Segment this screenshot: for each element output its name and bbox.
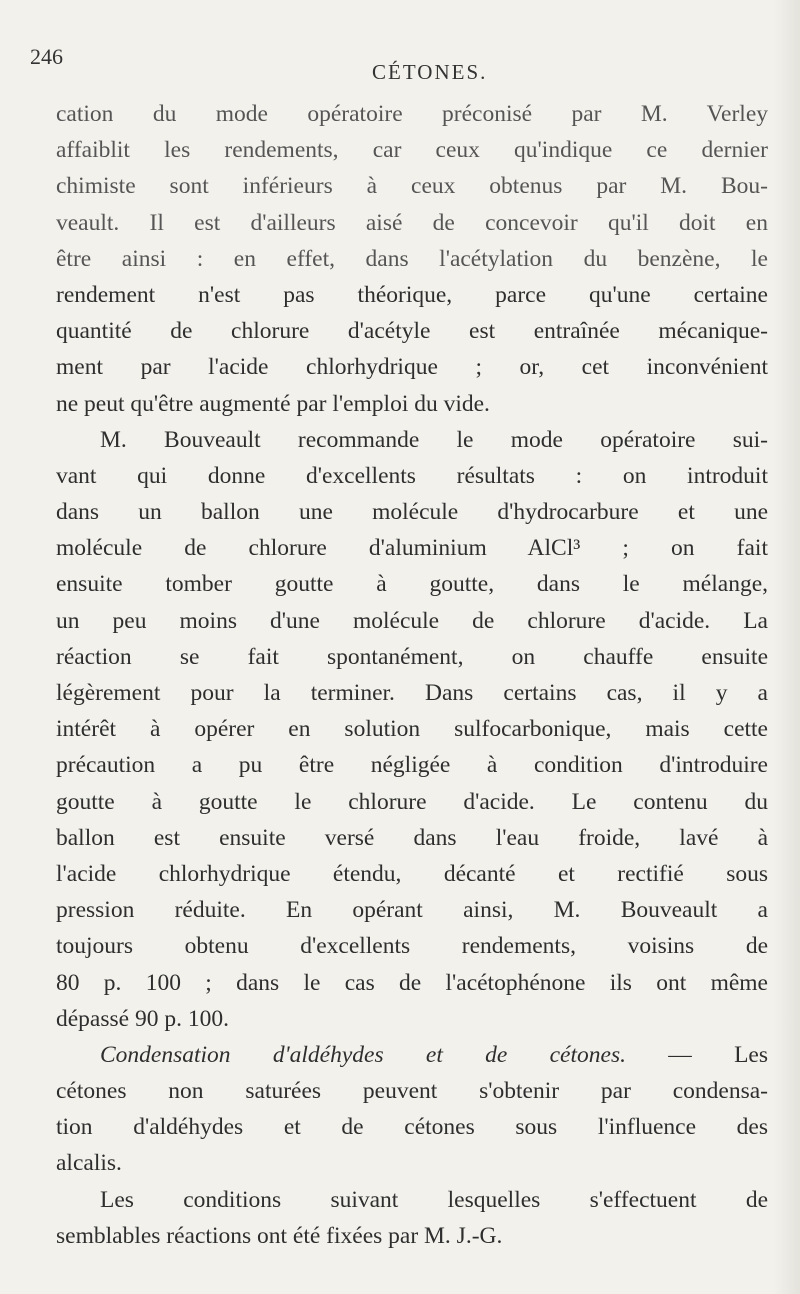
- text-line: un peu moins d'une molécule de chlorure d'acide. La: [56, 607, 768, 634]
- running-title: CÉTONES.: [372, 60, 488, 84]
- text-line: vant qui donne d'excellents résultats : on introduit: [56, 462, 768, 489]
- text-line: dans un ballon une molécule d'hydrocarbure et une: [56, 499, 768, 526]
- text-line: cation du mode opératoire préconisé par M. Verley: [56, 101, 768, 127]
- text-line: molécule de chlorure d'aluminium AlCl³ ; on fait: [56, 535, 768, 562]
- text-line: l'acide chlorhydrique étendu, décanté et rectifié sous: [56, 860, 768, 887]
- text-line: quantité de chlorure d'acétyle est entraînée mécanique-: [56, 318, 768, 345]
- text-line: tion d'aldéhydes et de cétones sous l'influence des: [56, 1114, 768, 1141]
- text-line: ment par l'acide chlorhydrique ; or, cet inconvénient: [56, 354, 768, 381]
- page-header: [30, 44, 770, 84]
- text-line: légèrement pour la terminer. Dans certains cas, il y a: [56, 680, 768, 706]
- section-heading-line: [56, 1037, 768, 1073]
- text-line: précaution a pu être négligée à condition d'introduire: [56, 752, 768, 779]
- text-line: ballon est ensuite versé dans l'eau froide, lavé à: [56, 824, 768, 851]
- text-line: semblables réactions ont été fixées par M. J.-G.: [56, 1222, 503, 1249]
- paragraph-start-line: M. Bouveault recommande le mode opératoire sui-: [100, 426, 768, 453]
- text-line: être ainsi : en effet, dans l'acétylation du benzène, le: [56, 245, 768, 272]
- text-line: veault. Il est d'ailleurs aisé de concevoir qu'il doit en: [56, 209, 768, 236]
- section-heading-continuation: — Les: [625, 1041, 768, 1068]
- text-line: toujours obtenu d'excellents rendements, voisins de: [56, 933, 768, 960]
- text-line: dépassé 90 p. 100.: [56, 1005, 229, 1032]
- text-line: 80 p. 100 ; dans le cas de l'acétophénone ils ont même: [56, 969, 768, 996]
- page-number: 246: [30, 44, 63, 69]
- paragraph-start-line: Les conditions suivant lesquelles s'effectuent de: [100, 1186, 768, 1213]
- text-line: ne peut qu'être augmenté par l'emploi du vide.: [56, 390, 490, 417]
- text-line: pression réduite. En opérant ainsi, M. Bouveault a: [56, 897, 768, 924]
- page-edge-shadow: [774, 0, 800, 1294]
- text-line: goutte à goutte le chlorure d'acide. Le contenu du: [56, 788, 768, 815]
- text-line: chimiste sont inférieurs à ceux obtenus par M. Bou-: [56, 173, 768, 200]
- body-text: [56, 96, 768, 1254]
- text-line: ensuite tomber goutte à goutte, dans le mélange,: [56, 571, 768, 598]
- text-line: affaiblit les rendements, car ceux qu'indique ce dernier: [56, 137, 768, 164]
- section-heading: Condensation d'aldéhydes et de cétones.: [100, 1041, 626, 1068]
- text-line: cétones non saturées peuvent s'obtenir par condensa-: [56, 1078, 768, 1105]
- text-line: alcalis.: [56, 1150, 122, 1177]
- text-line: rendement n'est pas théorique, parce qu'une certaine: [56, 281, 768, 308]
- text-line: réaction se fait spontanément, on chauffe ensuite: [56, 643, 768, 670]
- text-line: intérêt à opérer en solution sulfocarbonique, mais cette: [56, 716, 768, 743]
